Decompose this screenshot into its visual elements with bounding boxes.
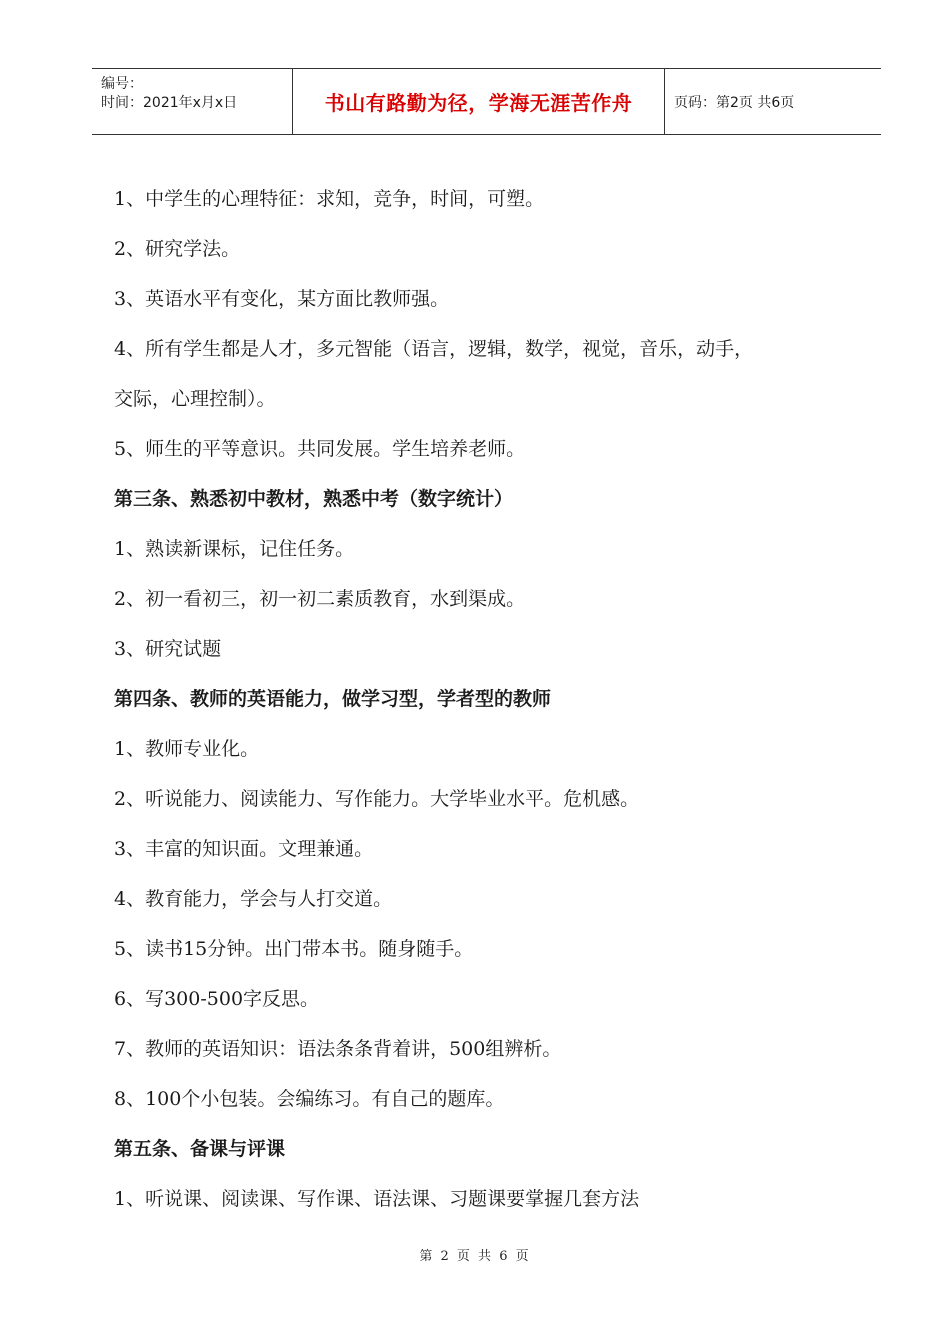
list-item: 3、英语水平有变化，某方面比教师强。 [114, 288, 450, 310]
list-item: 1、中学生的心理特征：求知，竞争，时间，可塑。 [114, 188, 545, 210]
list-item: 6、写300-500字反思。 [114, 988, 320, 1010]
document-time-label: 时间：2021年x月x日 [101, 95, 238, 111]
list-item: 1、教师专业化。 [114, 738, 260, 760]
list-item: 5、读书15分钟。出门带本书。随身随手。 [114, 938, 474, 960]
header-page-info: 页码：第2页 共6页 [674, 94, 795, 111]
header-motto-cell [293, 69, 665, 134]
list-item: 3、研究试题 [114, 638, 222, 660]
list-item: 2、研究学法。 [114, 238, 241, 260]
section-heading: 第五条、备课与评课 [114, 1138, 286, 1160]
list-item: 2、初一看初三，初一初二素质教育，水到渠成。 [114, 588, 526, 610]
list-item: 4、所有学生都是人才，多元智能（语言，逻辑，数学，视觉，音乐，动手， [114, 338, 754, 360]
document-body [114, 174, 884, 1224]
list-item-continuation: 交际，心理控制）。 [114, 388, 276, 410]
header-meta-cell [92, 69, 293, 134]
page-header [92, 68, 881, 135]
list-item: 4、教育能力，学会与人打交道。 [114, 888, 393, 910]
list-item: 2、听说能力、阅读能力、写作能力。大学毕业水平。危机感。 [114, 788, 640, 810]
list-item: 7、教师的英语知识：语法条条背着讲，500组辨析。 [114, 1038, 562, 1060]
section-heading: 第四条、教师的英语能力，做学习型，学者型的教师 [114, 688, 552, 710]
document-number-label: 编号： [101, 76, 143, 92]
section-heading: 第三条、熟悉初中教材，熟悉中考（数字统计） [114, 488, 514, 510]
list-item: 8、100个小包装。会编练习。有自己的题库。 [114, 1088, 505, 1110]
list-item: 3、丰富的知识面。文理兼通。 [114, 838, 374, 860]
list-item: 1、听说课、阅读课、写作课、语法课、习题课要掌握几套方法 [114, 1188, 640, 1210]
list-item: 1、熟读新课标，记住任务。 [114, 538, 355, 560]
page-footer: 第 2 页 共 6 页 [419, 1249, 531, 1264]
list-item: 5、师生的平等意识。共同发展。学生培养老师。 [114, 438, 526, 460]
header-motto: 书山有路勤为径，学海无涯苦作舟 [324, 91, 633, 115]
header-page-cell [665, 69, 881, 134]
